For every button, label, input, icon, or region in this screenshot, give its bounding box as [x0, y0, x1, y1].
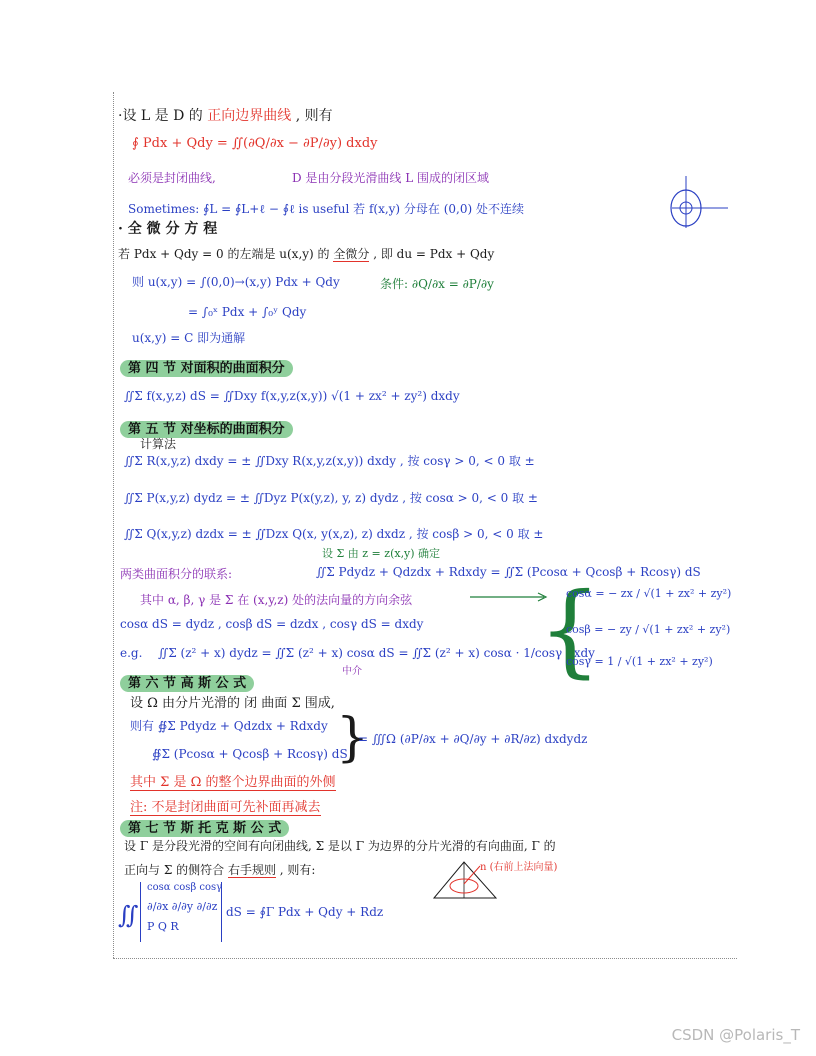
section-5-title: 第 五 节 对坐标的曲面积分 — [120, 421, 293, 438]
line-total-differential: 若 Pdx + Qdy = 0 的左端是 u(x,y) 的 全微分 , 即 du = Pdx + Qdy — [118, 247, 495, 261]
cos-beta: cosβ = − zy / √(1 + zx² + zy²) — [566, 623, 731, 636]
surface-area-formula: ∬Σ f(x,y,z) dS = ∬Dxy f(x,y,z(x,y)) √(1 + zx² + zy²) dxdy — [124, 389, 460, 403]
general-solution: u(x,y) = C 即为通解 — [132, 331, 246, 345]
path-integral: = ∫₀ˣ Pdx + ∫₀ʸ Qdy — [188, 305, 307, 319]
section-total-differential: · 全 微 分 方 程 — [118, 221, 218, 237]
example-formula: ∬Σ (z² + x) dydz = ∬Σ (z² + x) cosα dS = ∬Σ (z² + x) cosα · 1/cosγ dxdy — [158, 646, 595, 660]
stokes-assumption-2: 正向与 Σ 的侧符合 右手规则 , 则有: — [124, 863, 316, 877]
formula-dydz: ∬Σ P(x,y,z) dydz = ± ∬Dyz P(x(y,z), y, z) dydz , 按 cosα > 0, < 0 取 ± — [124, 491, 538, 505]
direction-cosine-note: 其中 α, β, γ 是 Σ 在 (x,y,z) 处的法向量的方向余弦 — [140, 593, 413, 607]
section-7-title: 第 七 节 斯 托 克 斯 公 式 — [120, 820, 289, 837]
formula-dxdy: ∬Σ R(x,y,z) dxdy = ± ∬Dxy R(x,y,z(x,y)) dxdy , 按 cosγ > 0, < 0 取 ± — [124, 454, 535, 468]
cos-alpha: cosα = − zx / √(1 + zx² + zy²) — [566, 587, 732, 600]
exactness-condition: 条件: ∂Q/∂x = ∂P/∂y — [380, 277, 494, 291]
cosine-relations: cosα dS = dydz , cosβ dS = dzdx , cosγ dS = dxdy — [120, 617, 424, 631]
gauss-brace: } — [336, 708, 370, 768]
normal-vector-note: n (右前上法向量) — [480, 862, 558, 873]
formula-dzdx: ∬Σ Q(x,y,z) dzdx = ± ∬Dzx Q(x, y(x,z), z) dxdz , 按 cosβ > 0, < 0 取 ± — [124, 527, 544, 541]
stokes-assumption-1: 设 Γ 是分段光滑的空间有向闭曲线, Σ 是以 Γ 为边界的分片光滑的有向曲面, Γ 的 — [124, 839, 556, 853]
intermediary-note: 中介 — [342, 666, 362, 677]
stokes-determinant: cosα cosβ cosγ ∂/∂x ∂/∂y ∂/∂z P Q R — [140, 882, 222, 942]
example-label: e.g. — [120, 646, 143, 660]
stokes-right-side: dS = ∮Γ Pdx + Qdy + Rdz — [226, 905, 384, 919]
gauss-outer-side-note: 其中 Σ 是 Ω 的整个边界曲面的外侧 — [130, 775, 336, 790]
note-region: D 是由分段光滑曲线 L 围成的闭区域 — [292, 171, 490, 185]
cos-gamma: cosγ = 1 / √(1 + zx² + zy²) — [566, 655, 713, 668]
positive-boundary-term: 正向边界曲线 — [207, 108, 292, 124]
potential-function: 则 u(x,y) = ∫(0,0)→(x,y) Pdx + Qdy — [132, 275, 340, 289]
gauss-left-2: ∯Σ (Pcosα + Qcosβ + Rcosγ) dS — [152, 747, 348, 761]
section-4-title: 第 四 节 对面积的曲面积分 — [120, 360, 293, 377]
line-green-intro: ·设 L 是 D 的 正向边界曲线 , 则有 — [118, 108, 333, 124]
gauss-right: = ∭Ω (∂P/∂x + ∂Q/∂y + ∂R/∂z) dxdydz — [358, 732, 588, 746]
cosines-brace: { — [538, 571, 602, 688]
sigma-definition-note: 设 Σ 由 z = z(x,y) 确定 — [322, 547, 441, 560]
left-border — [113, 92, 115, 958]
sometimes-note: Sometimes: ∮L = ∮L+ℓ − ∮ℓ is useful 若 f(x,y) 分母在 (0,0) 处不连续 — [128, 202, 525, 216]
surface-integral-sign: ∬ — [118, 901, 139, 929]
calc-method-label: 计算法 — [140, 437, 177, 451]
gauss-left-1: 则有 ∯Σ Pdydz + Qdzdx + Rdxdy — [130, 719, 328, 733]
bottom-border — [113, 958, 737, 960]
relation-formula: ∬Σ Pdydz + Qdzdx + Rdxdy = ∬Σ (Pcosα + Qcosβ + Rcosγ) dS — [316, 565, 701, 579]
relation-title: 两类曲面积分的联系: — [120, 567, 233, 581]
domain-sketch-icon — [668, 170, 734, 236]
section-6-title: 第 六 节 高 斯 公 式 — [120, 675, 254, 692]
gauss-assumption: 设 Ω 由分片光滑的 闭 曲面 Σ 围成, — [130, 696, 335, 711]
gauss-closure-note: 注: 不是封闭曲面可先补面再减去 — [130, 800, 321, 815]
watermark: CSDN @Polaris_T — [671, 1026, 800, 1044]
note-closed-curve: 必须是封闭曲线, — [128, 171, 216, 185]
green-formula: ∮ Pdx + Qdy = ∬(∂Q/∂x − ∂P/∂y) dxdy — [132, 136, 378, 151]
